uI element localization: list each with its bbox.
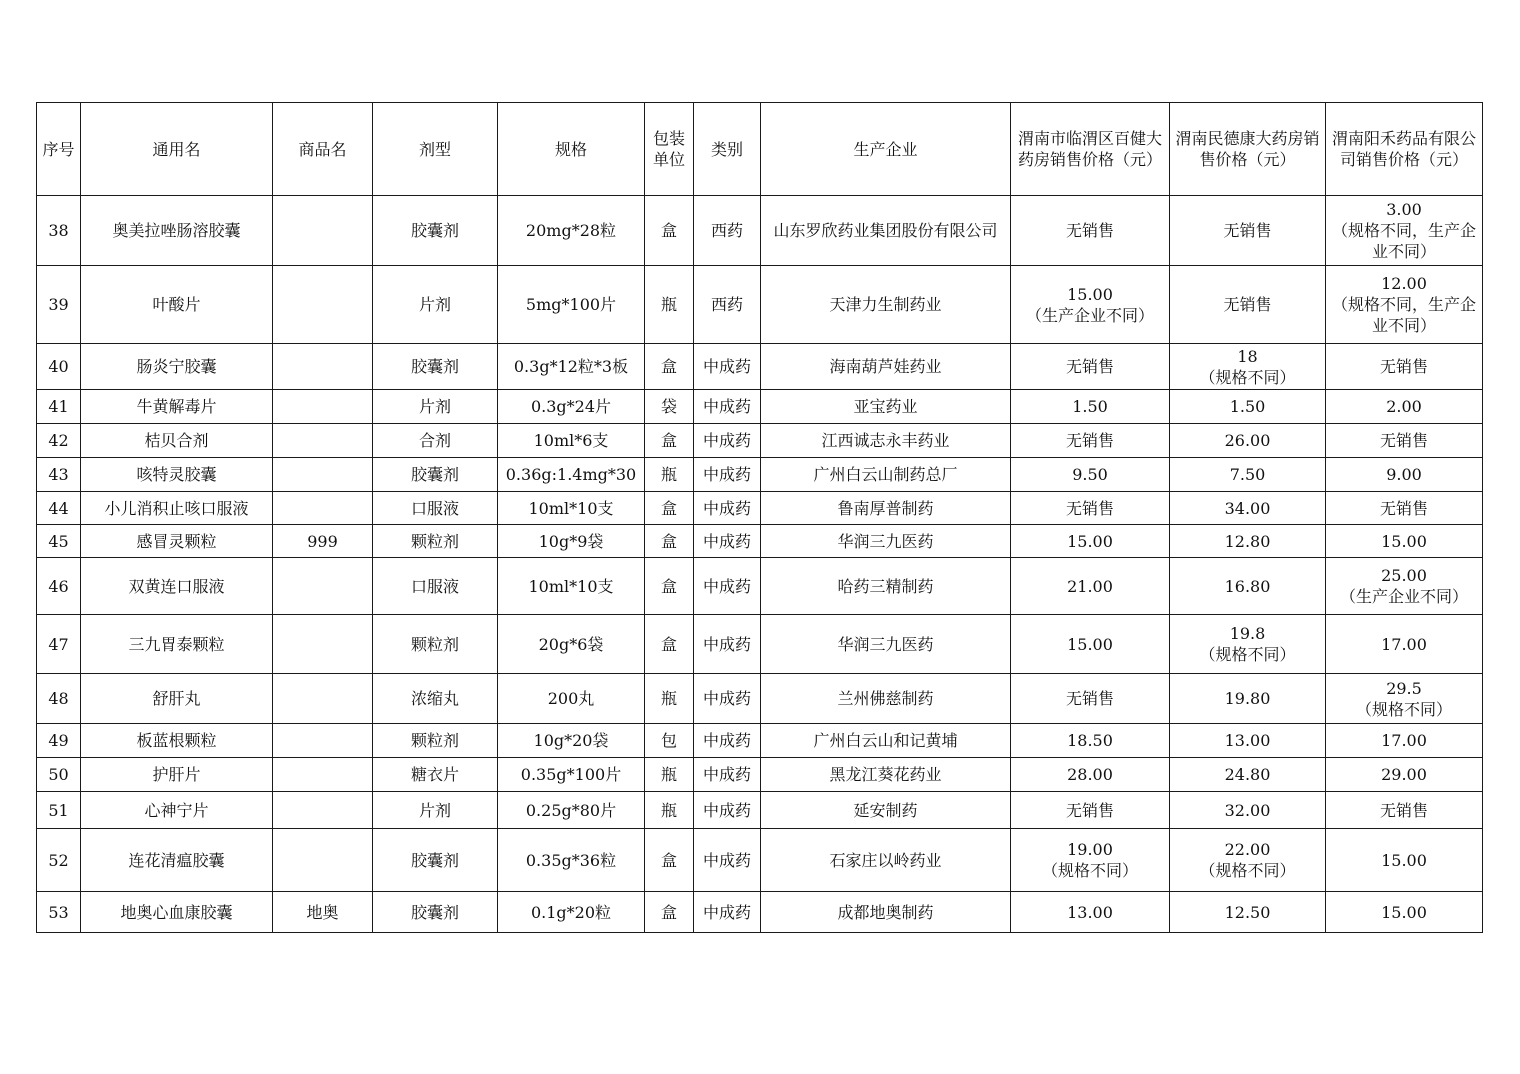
price-yanghe-cell	[1326, 525, 1483, 558]
price-value: 12.00	[1381, 274, 1427, 293]
price-value: 19.8	[1229, 624, 1266, 643]
price-baijian-cell	[1011, 390, 1170, 424]
price-value: 15.00	[1381, 531, 1427, 551]
table-row	[37, 390, 1483, 424]
manufacturer-cell: 广州白云山和记黄埔	[761, 724, 1011, 758]
price-value: 25.00	[1381, 566, 1427, 585]
header-dosage-form: 剂型	[373, 103, 498, 196]
manufacturer-cell: 鲁南厚普制药	[761, 492, 1011, 525]
price-value: 12.50	[1224, 902, 1271, 922]
price-baijian-cell	[1011, 266, 1170, 344]
spec-cell: 10g*9袋	[498, 525, 645, 558]
category-cell: 中成药	[694, 758, 761, 792]
package-unit-cell: 盒	[645, 829, 694, 892]
brand-name-cell	[273, 492, 373, 525]
price-note: （规格不同，生产企业不同）	[1331, 295, 1476, 335]
brand-name-cell	[273, 196, 373, 266]
price-mindekang-cell	[1170, 344, 1326, 390]
price-note: （生产企业不同）	[1339, 587, 1468, 606]
table-row	[37, 615, 1483, 674]
table-row	[37, 266, 1483, 344]
price-value: 无销售	[1379, 498, 1428, 518]
brand-name-cell	[273, 758, 373, 792]
price-value: 无销售	[1223, 221, 1272, 240]
price-yanghe-cell	[1326, 829, 1483, 892]
dosage-form-cell: 片剂	[373, 266, 498, 344]
price-yanghe-cell	[1326, 674, 1483, 724]
row-no: 45	[37, 525, 81, 558]
category-cell: 中成药	[694, 525, 761, 558]
category-cell: 中成药	[694, 724, 761, 758]
manufacturer-cell: 广州白云山制药总厂	[761, 458, 1011, 492]
generic-name-cell: 肠炎宁胶囊	[81, 344, 273, 390]
brand-name-cell	[273, 424, 373, 458]
price-mindekang-cell	[1170, 558, 1326, 615]
spec-cell: 10ml*10支	[498, 492, 645, 525]
spec-cell	[498, 458, 645, 492]
price-mindekang-cell	[1170, 615, 1326, 674]
price-value: 24.80	[1224, 765, 1271, 784]
category-cell: 中成药	[694, 829, 761, 892]
price-yanghe-cell	[1326, 458, 1483, 492]
table-row	[37, 525, 1483, 558]
price-value: 无销售	[1065, 221, 1114, 240]
package-unit-cell: 盒	[645, 492, 694, 525]
table-row	[37, 196, 1483, 266]
generic-name-cell: 连花清瘟胶囊	[81, 829, 273, 892]
price-baijian-cell	[1011, 424, 1170, 458]
row-no: 53	[37, 892, 81, 933]
package-unit-cell: 盒	[645, 892, 694, 933]
price-value: 9.50	[1072, 465, 1108, 484]
dosage-form-cell: 颗粒剂	[373, 615, 498, 674]
table-row	[37, 558, 1483, 615]
dosage-form-cell: 颗粒剂	[373, 525, 498, 558]
table-row	[37, 492, 1483, 525]
manufacturer-cell: 海南葫芦娃药业	[761, 344, 1011, 390]
dosage-form-cell: 胶囊剂	[373, 344, 498, 390]
header-category: 类别	[694, 103, 761, 196]
package-unit-cell: 袋	[645, 390, 694, 424]
package-unit-cell: 瓶	[645, 758, 694, 792]
price-value: 1.50	[1072, 397, 1108, 416]
table-row	[37, 758, 1483, 792]
spec-text: 0.36g:1.4mg*30	[505, 465, 637, 484]
dosage-form-cell: 片剂	[373, 390, 498, 424]
price-baijian-cell	[1011, 196, 1170, 266]
table-row	[37, 458, 1483, 492]
row-no: 40	[37, 344, 81, 390]
table-row	[37, 674, 1483, 724]
table-row	[37, 792, 1483, 829]
category-cell: 西药	[694, 196, 761, 266]
brand-name-cell: 999	[273, 525, 373, 558]
price-value: 3.00	[1386, 200, 1422, 219]
price-baijian-cell	[1011, 558, 1170, 615]
price-value: 13.00	[1224, 731, 1271, 750]
price-mindekang-cell	[1170, 758, 1326, 792]
dosage-form-cell: 口服液	[373, 492, 498, 525]
table-row	[37, 724, 1483, 758]
row-no: 52	[37, 829, 81, 892]
price-baijian-cell	[1011, 892, 1170, 933]
generic-name-cell: 小儿消积止咳口服液	[81, 492, 273, 525]
price-mindekang-cell	[1170, 424, 1326, 458]
spec-cell: 0.35g*36粒	[498, 829, 645, 892]
price-value: 2.00	[1386, 397, 1422, 416]
row-no: 48	[37, 674, 81, 724]
manufacturer-cell: 黑龙江葵花药业	[761, 758, 1011, 792]
brand-name-cell	[273, 458, 373, 492]
price-value: 无销售	[1065, 689, 1114, 708]
manufacturer-cell: 山东罗欣药业集团股份有限公司	[761, 196, 1011, 266]
package-unit-cell: 盒	[645, 615, 694, 674]
header-brand-name: 商品名	[273, 103, 373, 196]
price-baijian-cell	[1011, 615, 1170, 674]
price-value: 15.00	[1067, 284, 1113, 304]
category-cell: 中成药	[694, 615, 761, 674]
spec-cell: 10g*20袋	[498, 724, 645, 758]
price-note: （规格不同）	[1041, 861, 1138, 880]
generic-name-cell: 舒肝丸	[81, 674, 273, 724]
category-cell: 中成药	[694, 674, 761, 724]
spec-cell: 10ml*10支	[498, 558, 645, 615]
row-no: 41	[37, 390, 81, 424]
category-cell: 中成药	[694, 390, 761, 424]
price-yanghe-cell	[1326, 892, 1483, 933]
generic-name-cell: 地奥心血康胶囊	[81, 892, 273, 933]
price-mindekang-cell	[1170, 390, 1326, 424]
brand-name-cell	[273, 266, 373, 344]
price-baijian-cell	[1011, 492, 1170, 525]
spec-cell: 5mg*100片	[498, 266, 645, 344]
package-unit-cell: 瓶	[645, 674, 694, 724]
brand-name-cell	[273, 674, 373, 724]
category-cell: 中成药	[694, 892, 761, 933]
header-price-baijian: 渭南市临渭区百健大药房销售价格（元）	[1011, 103, 1170, 196]
dosage-form-cell: 胶囊剂	[373, 458, 498, 492]
price-value: 无销售	[1379, 800, 1428, 820]
row-no: 42	[37, 424, 81, 458]
brand-name-cell	[273, 615, 373, 674]
price-yanghe-cell	[1326, 492, 1483, 525]
manufacturer-cell: 石家庄以岭药业	[761, 829, 1011, 892]
brand-name-cell: 地奥	[273, 892, 373, 933]
price-mindekang-cell	[1170, 829, 1326, 892]
category-cell: 西药	[694, 266, 761, 344]
manufacturer-cell: 江西诚志永丰药业	[761, 424, 1011, 458]
price-yanghe-cell	[1326, 196, 1483, 266]
price-value: 15.00	[1067, 634, 1113, 654]
spec-cell: 0.35g*100片	[498, 758, 645, 792]
generic-name-cell: 心神宁片	[81, 792, 273, 829]
price-yanghe-cell	[1326, 424, 1483, 458]
package-unit-cell: 盒	[645, 196, 694, 266]
price-yanghe-cell	[1326, 724, 1483, 758]
price-baijian-cell	[1011, 674, 1170, 724]
price-value: 无销售	[1379, 431, 1428, 450]
price-mindekang-cell	[1170, 674, 1326, 724]
dosage-form-cell: 胶囊剂	[373, 196, 498, 266]
spec-cell: 20g*6袋	[498, 615, 645, 674]
header-spec: 规格	[498, 103, 645, 196]
price-baijian-cell	[1011, 758, 1170, 792]
price-value: 无销售	[1065, 357, 1114, 376]
price-baijian-cell	[1011, 458, 1170, 492]
price-baijian-cell	[1011, 344, 1170, 390]
price-note: （规格不同）	[1355, 699, 1452, 719]
table-row	[37, 829, 1483, 892]
table-row	[37, 892, 1483, 933]
price-value: 19.00	[1067, 840, 1113, 859]
price-value: 无销售	[1223, 295, 1272, 314]
header-no: 序号	[37, 103, 81, 196]
generic-name-cell: 三九胃泰颗粒	[81, 615, 273, 674]
price-note: （生产企业不同）	[1025, 305, 1154, 325]
manufacturer-cell: 兰州佛慈制药	[761, 674, 1011, 724]
dosage-form-cell: 胶囊剂	[373, 892, 498, 933]
price-note: （规格不同）	[1199, 645, 1296, 664]
price-value: 16.80	[1224, 576, 1271, 596]
price-value: 19.80	[1224, 689, 1271, 708]
price-mindekang-cell	[1170, 724, 1326, 758]
category-cell: 中成药	[694, 492, 761, 525]
row-no: 49	[37, 724, 81, 758]
table-row	[37, 424, 1483, 458]
manufacturer-cell: 哈药三精制药	[761, 558, 1011, 615]
price-mindekang-cell	[1170, 458, 1326, 492]
price-value: 15.00	[1381, 902, 1427, 922]
price-mindekang-cell	[1170, 492, 1326, 525]
price-value: 无销售	[1065, 498, 1114, 518]
category-cell: 中成药	[694, 344, 761, 390]
price-value: 13.00	[1067, 902, 1113, 922]
generic-name-cell: 牛黄解毒片	[81, 390, 273, 424]
category-cell: 中成药	[694, 424, 761, 458]
category-cell: 中成药	[694, 792, 761, 829]
row-no: 50	[37, 758, 81, 792]
price-value: 21.00	[1067, 576, 1113, 596]
package-unit-cell: 盒	[645, 424, 694, 458]
dosage-form-cell: 胶囊剂	[373, 829, 498, 892]
brand-name-cell	[273, 390, 373, 424]
spec-cell: 0.3g*24片	[498, 390, 645, 424]
spec-cell: 200丸	[498, 674, 645, 724]
price-value: 15.00	[1381, 850, 1427, 870]
price-value: 22.00	[1224, 840, 1271, 859]
package-unit-cell: 瓶	[645, 458, 694, 492]
manufacturer-cell: 华润三九医药	[761, 525, 1011, 558]
category-cell: 中成药	[694, 558, 761, 615]
table-body	[37, 196, 1483, 933]
header-price-yanghe: 渭南阳禾药品有限公司销售价格（元）	[1326, 103, 1483, 196]
manufacturer-cell: 延安制药	[761, 792, 1011, 829]
price-value: 7.50	[1229, 465, 1266, 484]
price-baijian-cell	[1011, 792, 1170, 829]
price-value: 15.00	[1067, 531, 1113, 551]
generic-name-cell: 桔贝合剂	[81, 424, 273, 458]
package-unit-cell: 盒	[645, 344, 694, 390]
price-note: （规格不同）	[1199, 861, 1296, 880]
price-yanghe-cell	[1326, 792, 1483, 829]
price-yanghe-cell	[1326, 758, 1483, 792]
dosage-form-cell: 糖衣片	[373, 758, 498, 792]
price-value: 1.50	[1229, 397, 1266, 416]
row-no: 38	[37, 196, 81, 266]
price-baijian-cell	[1011, 525, 1170, 558]
row-no: 39	[37, 266, 81, 344]
price-value: 无销售	[1065, 431, 1114, 450]
generic-name-cell: 咳特灵胶囊	[81, 458, 273, 492]
price-value: 17.00	[1381, 731, 1427, 750]
price-note: （规格不同）	[1199, 367, 1296, 387]
price-value: 12.80	[1224, 531, 1271, 551]
package-unit-cell: 瓶	[645, 792, 694, 829]
generic-name-cell: 护肝片	[81, 758, 273, 792]
brand-name-cell	[273, 724, 373, 758]
row-no: 51	[37, 792, 81, 829]
price-value: 28.00	[1067, 765, 1113, 784]
header-package-unit: 包装单位	[645, 103, 694, 196]
brand-name-cell	[273, 829, 373, 892]
header-price-mindekang: 渭南民德康大药房销售价格（元）	[1170, 103, 1326, 196]
brand-name-cell	[273, 344, 373, 390]
dosage-form-cell: 口服液	[373, 558, 498, 615]
price-value: 18.50	[1067, 731, 1113, 750]
generic-name-cell: 板蓝根颗粒	[81, 724, 273, 758]
price-mindekang-cell	[1170, 792, 1326, 829]
package-unit-cell: 瓶	[645, 266, 694, 344]
price-baijian-cell	[1011, 829, 1170, 892]
row-no: 47	[37, 615, 81, 674]
price-value: 无销售	[1379, 357, 1428, 376]
row-no: 46	[37, 558, 81, 615]
dosage-form-cell: 片剂	[373, 792, 498, 829]
brand-name-cell	[273, 792, 373, 829]
price-baijian-cell	[1011, 724, 1170, 758]
price-value: 无销售	[1065, 800, 1114, 820]
header-manufacturer: 生产企业	[761, 103, 1011, 196]
generic-name-cell: 双黄连口服液	[81, 558, 273, 615]
price-yanghe-cell	[1326, 266, 1483, 344]
price-mindekang-cell	[1170, 266, 1326, 344]
manufacturer-cell: 天津力生制药业	[761, 266, 1011, 344]
spec-cell: 0.25g*80片	[498, 792, 645, 829]
spec-cell: 0.3g*12粒*3板	[498, 344, 645, 390]
manufacturer-cell: 华润三九医药	[761, 615, 1011, 674]
dosage-form-cell: 合剂	[373, 424, 498, 458]
price-mindekang-cell	[1170, 525, 1326, 558]
brand-name-cell	[273, 558, 373, 615]
price-note: （规格不同，生产企业不同）	[1331, 221, 1476, 261]
manufacturer-cell: 成都地奥制药	[761, 892, 1011, 933]
generic-name-cell: 奥美拉唑肠溶胶囊	[81, 196, 273, 266]
price-table	[36, 102, 1483, 933]
price-yanghe-cell	[1326, 390, 1483, 424]
header-row	[37, 103, 1483, 196]
header-generic-name: 通用名	[81, 103, 273, 196]
generic-name-cell: 感冒灵颗粒	[81, 525, 273, 558]
price-value: 32.00	[1224, 800, 1271, 820]
price-value: 34.00	[1224, 498, 1271, 518]
dosage-form-cell: 浓缩丸	[373, 674, 498, 724]
spec-cell: 20mg*28粒	[498, 196, 645, 266]
price-value: 29.00	[1381, 765, 1427, 784]
price-value: 17.00	[1381, 634, 1427, 654]
table-row	[37, 344, 1483, 390]
generic-name-cell: 叶酸片	[81, 266, 273, 344]
price-yanghe-cell	[1326, 615, 1483, 674]
price-value: 26.00	[1224, 431, 1271, 450]
category-cell: 中成药	[694, 458, 761, 492]
price-mindekang-cell	[1170, 892, 1326, 933]
row-no: 43	[37, 458, 81, 492]
package-unit-cell: 盒	[645, 525, 694, 558]
price-value: 29.5	[1386, 678, 1422, 698]
row-no: 44	[37, 492, 81, 525]
package-unit-cell: 包	[645, 724, 694, 758]
dosage-form-cell: 颗粒剂	[373, 724, 498, 758]
price-yanghe-cell	[1326, 558, 1483, 615]
price-value: 9.00	[1386, 465, 1422, 484]
price-yanghe-cell	[1326, 344, 1483, 390]
price-mindekang-cell	[1170, 196, 1326, 266]
spec-cell: 10ml*6支	[498, 424, 645, 458]
manufacturer-cell: 亚宝药业	[761, 390, 1011, 424]
spec-cell: 0.1g*20粒	[498, 892, 645, 933]
package-unit-cell: 盒	[645, 558, 694, 615]
price-value: 18	[1237, 346, 1258, 366]
